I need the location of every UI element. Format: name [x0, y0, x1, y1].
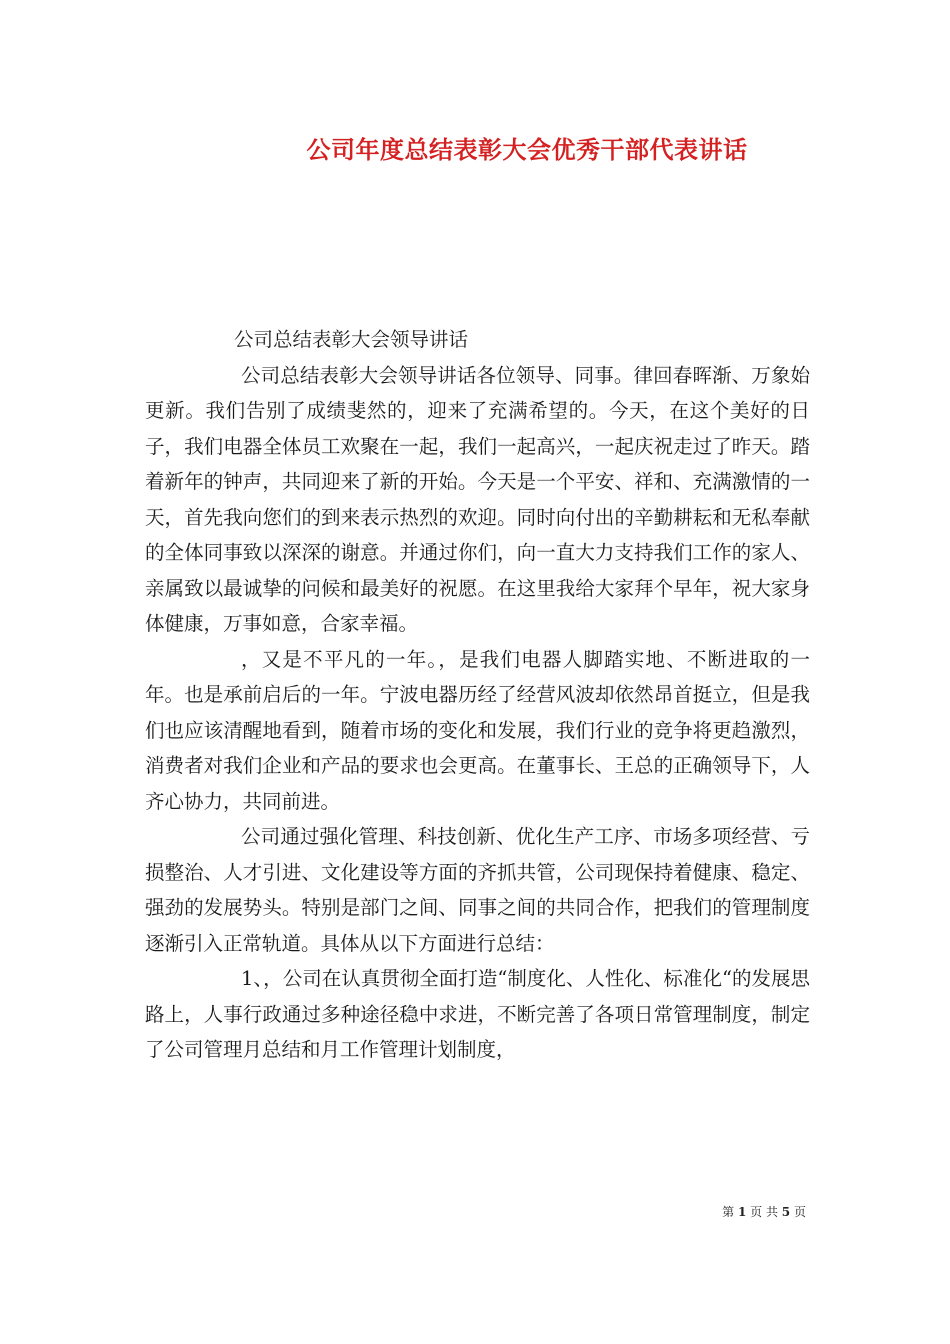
paragraph: ，又是不平凡的一年。，是我们电器人脚踏实地、不断进取的一年。也是承前启后的一年。宁波电器历经了经营风波却依然昂首挺立，但是我们也应该清醒地看到，随着市场的变化和发展，我们行业的竞争将更趋激烈，消费者对我们企业和产品的要求也会更高。在董事长、王总的正确领导下，人齐心协力，共同前进。 — [145, 647, 810, 813]
footer-current-page: 1 — [737, 1205, 747, 1219]
document-title: 公司年度总结表彰大会优秀干部代表讲话 — [306, 136, 748, 164]
footer-total-pages: 5 — [781, 1205, 791, 1219]
paragraph: 公司通过强化管理、科技创新、优化生产工序、市场多项经营、亏损整治、人才引进、文化建设等方面的齐抓共管，公司现保持着健康、稳定、强劲的发展势头。特别是部门之间、同事之间的共同合作，把我们的管理制度逐渐引入正常轨道。具体从以下方面进行总结： — [145, 825, 810, 955]
footer-suffix: 页 — [793, 1205, 806, 1219]
page-footer — [0, 1204, 806, 1220]
footer-prefix: 第 — [722, 1205, 735, 1219]
paragraph: 公司总结表彰大会领导讲话各位领导、同事。律回春晖渐、万象始更新。我们告别了成绩斐然的，迎来了充满希望的。今天，在这个美好的日子，我们电器全体员工欢聚在一起，我们一起高兴，一起庆祝走过了昨天。踏着新年的钟声，共同迎来了新的开始。今天是一个平安、祥和、充满激情的一天，首先我向您们的到来表示热烈的欢迎。同时向付出的辛勤耕耘和无私奉献的全体同事致以深深的谢意。并通过你们，向一直大力支持我们工作的家人、亲属致以最诚挚的问候和最美好的祝愿。在这里我给大家拜个早年，祝大家身体健康，万事如意，合家幸福。 — [145, 363, 810, 635]
paragraph: 1、，公司在认真贯彻全面打造“制度化、人性化、标准化“的发展思路上，人事行政通过多种途径稳中求进，不断完善了各项日常管理制度，制定了公司管理月总结和月工作管理计划制度， — [145, 967, 810, 1061]
document-subtitle: 公司总结表彰大会领导讲话 — [234, 328, 469, 351]
document-body — [145, 322, 810, 1068]
footer-middle: 页 共 — [750, 1205, 778, 1219]
